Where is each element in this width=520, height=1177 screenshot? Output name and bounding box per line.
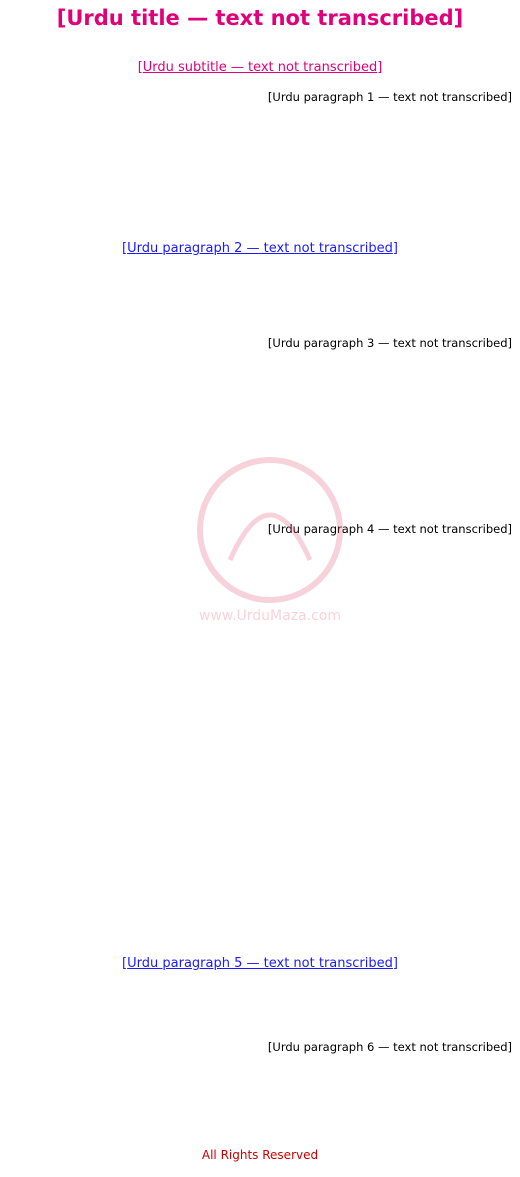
watermark-text: www.UrduMaza.com (199, 608, 341, 624)
paragraph-3: [Urdu paragraph 3 — text not transcribed] (267, 336, 512, 350)
paragraph-4: [Urdu paragraph 4 — text not transcribed] (267, 522, 512, 536)
paragraph-1: [Urdu paragraph 1 — text not transcribed] (267, 90, 512, 104)
article-subtitle: [Urdu subtitle — text not transcribed] (137, 60, 383, 75)
paragraph-2: [Urdu paragraph 2 — text not transcribed] (122, 241, 398, 256)
paragraph-6: [Urdu paragraph 6 — text not transcribed] (267, 1040, 512, 1054)
copyright-footer: All Rights Reserved (201, 1148, 319, 1162)
article-title: [Urdu title — text not transcribed] (56, 6, 464, 30)
paragraph-5: [Urdu paragraph 5 — text not transcribed] (122, 956, 398, 971)
watermark-logo-icon (170, 430, 370, 630)
